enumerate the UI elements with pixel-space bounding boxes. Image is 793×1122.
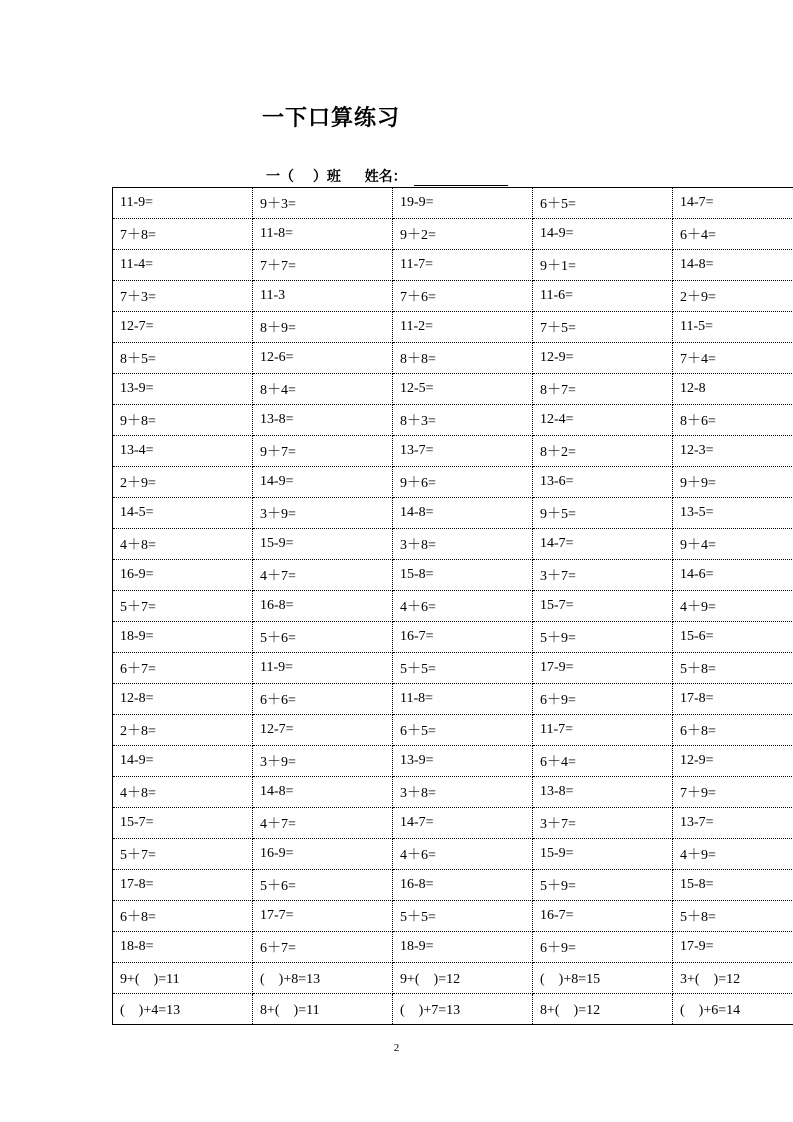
exercise-cell: 4＋8= (113, 777, 253, 808)
exercise-cell: 8＋4= (253, 374, 393, 405)
name-label: 姓名： (364, 169, 407, 185)
exercise-cell: 8＋3= (393, 405, 533, 436)
exercise-cell: 3＋7= (533, 808, 673, 839)
exercise-row (113, 405, 793, 436)
exercise-cell: 12-8 (673, 374, 793, 405)
exercise-row (113, 684, 793, 715)
exercise-cell: ( )+8=13 (253, 963, 393, 994)
exercise-cell: 14-8= (253, 777, 393, 808)
exercise-cell: 11-5= (673, 312, 793, 343)
exercise-cell: 9+( )=11 (113, 963, 253, 994)
exercise-cell: 3＋8= (393, 529, 533, 560)
exercise-cell: 2＋9= (113, 467, 253, 498)
exercise-cell: 3＋9= (253, 746, 393, 777)
exercise-cell: 4＋7= (253, 560, 393, 591)
exercise-cell: ( )+4=13 (113, 994, 253, 1025)
exercise-row (113, 219, 793, 250)
exercise-row (113, 560, 793, 591)
exercise-cell: 13-7= (393, 436, 533, 467)
exercise-row (113, 994, 793, 1025)
exercise-cell: 9+( )=12 (393, 963, 533, 994)
exercise-cell: 13-8= (253, 405, 393, 436)
exercise-cell: 6＋9= (533, 932, 673, 963)
exercise-cell: 6＋5= (393, 715, 533, 746)
exercise-cell: 7＋9= (673, 777, 793, 808)
exercise-cell: 13-4= (113, 436, 253, 467)
exercise-row (113, 343, 793, 374)
exercise-cell: 16-7= (533, 901, 673, 932)
exercise-row (113, 498, 793, 529)
page-number: 2 (393, 1042, 400, 1054)
exercise-cell: 13-7= (673, 808, 793, 839)
exercise-cell: 9＋7= (253, 436, 393, 467)
exercise-cell: 6＋7= (253, 932, 393, 963)
exercise-cell: 6＋9= (533, 684, 673, 715)
exercise-cell: 3＋7= (533, 560, 673, 591)
exercise-cell: 16-9= (253, 839, 393, 870)
exercise-cell: 9＋4= (673, 529, 793, 560)
exercise-cell: 15-8= (673, 870, 793, 901)
exercise-cell: 6＋5= (533, 188, 673, 219)
exercise-cell: 14-9= (253, 467, 393, 498)
exercise-cell: 12-4= (533, 405, 673, 436)
exercise-cell: 9＋2= (393, 219, 533, 250)
exercise-cell: 4＋8= (113, 529, 253, 560)
exercise-cell: 12-9= (673, 746, 793, 777)
exercise-cell: 11-2= (393, 312, 533, 343)
exercise-row (113, 250, 793, 281)
exercise-cell: 13-9= (113, 374, 253, 405)
exercise-cell: 12-7= (253, 715, 393, 746)
exercise-cell: 9＋5= (533, 498, 673, 529)
exercise-row (113, 529, 793, 560)
exercise-cell: 16-8= (253, 591, 393, 622)
exercise-cell: 16-9= (113, 560, 253, 591)
exercise-cell: 15-9= (533, 839, 673, 870)
exercise-cell: 8＋5= (113, 343, 253, 374)
exercise-row (113, 777, 793, 808)
exercise-cell: 13-9= (393, 746, 533, 777)
exercise-row (113, 591, 793, 622)
exercise-cell: 8+( )=11 (253, 994, 393, 1025)
exercise-cell: 5＋7= (113, 839, 253, 870)
exercise-cell: 14-8= (393, 498, 533, 529)
exercise-cell: 3＋8= (393, 777, 533, 808)
exercise-cell: 11-6= (533, 281, 673, 312)
exercise-cell: 14-7= (533, 529, 673, 560)
exercise-cell: 8＋9= (253, 312, 393, 343)
exercise-row (113, 653, 793, 684)
exercise-row (113, 622, 793, 653)
exercise-row (113, 436, 793, 467)
arithmetic-exercise-table (112, 187, 793, 1025)
exercise-cell: 12-3= (673, 436, 793, 467)
exercise-cell: 11-3 (253, 281, 393, 312)
exercise-cell: 14-8= (673, 250, 793, 281)
exercise-cell: 14-7= (393, 808, 533, 839)
exercise-cell: 14-9= (113, 746, 253, 777)
exercise-cell: 14-7= (673, 188, 793, 219)
exercise-cell: 12-8= (113, 684, 253, 715)
exercise-cell: 12-6= (253, 343, 393, 374)
exercise-row (113, 281, 793, 312)
exercise-cell: 8+( )=12 (533, 994, 673, 1025)
exercise-cell: 11-7= (393, 250, 533, 281)
exercise-row (113, 808, 793, 839)
exercise-cell: 15-6= (673, 622, 793, 653)
exercise-row (113, 312, 793, 343)
exercise-cell: 4＋9= (673, 591, 793, 622)
exercise-cell: 7＋4= (673, 343, 793, 374)
exercise-row (113, 932, 793, 963)
page-title: 一下口算练习 (262, 106, 401, 131)
exercise-cell: 17-9= (673, 932, 793, 963)
name-blank-line (414, 171, 508, 186)
exercise-cell: 11-4= (113, 250, 253, 281)
exercise-cell: 15-7= (113, 808, 253, 839)
exercise-row (113, 746, 793, 777)
exercise-cell: 18-9= (113, 622, 253, 653)
exercise-cell: 18-9= (393, 932, 533, 963)
exercise-cell: 17-7= (253, 901, 393, 932)
exercise-cell: 7＋8= (113, 219, 253, 250)
exercise-cell: ( )+7=13 (393, 994, 533, 1025)
student-info-line (266, 166, 508, 186)
exercise-row (113, 374, 793, 405)
exercise-cell: 11-8= (253, 219, 393, 250)
exercise-cell: 5＋8= (673, 653, 793, 684)
exercise-cell: 9＋1= (533, 250, 673, 281)
exercise-cell: 9＋9= (673, 467, 793, 498)
exercise-cell: 6＋8= (673, 715, 793, 746)
exercise-cell: 14-9= (533, 219, 673, 250)
exercise-cell: 13-6= (533, 467, 673, 498)
exercise-cell: 15-9= (253, 529, 393, 560)
exercise-cell: 5＋5= (393, 901, 533, 932)
exercise-cell: 5＋9= (533, 870, 673, 901)
exercise-cell: 14-5= (113, 498, 253, 529)
exercise-cell: ( )+8=15 (533, 963, 673, 994)
exercise-row (113, 715, 793, 746)
exercise-cell: 6＋6= (253, 684, 393, 715)
exercise-cell: 7＋7= (253, 250, 393, 281)
exercise-cell: 17-9= (533, 653, 673, 684)
exercise-cell: 8＋7= (533, 374, 673, 405)
exercise-cell: 11-9= (113, 188, 253, 219)
exercise-cell: 4＋6= (393, 839, 533, 870)
exercise-cell: 4＋6= (393, 591, 533, 622)
exercise-cell: 12-9= (533, 343, 673, 374)
exercise-cell: 19-9= (393, 188, 533, 219)
exercise-cell: 6＋8= (113, 901, 253, 932)
exercise-cell: 6＋7= (113, 653, 253, 684)
exercise-cell: 7＋5= (533, 312, 673, 343)
exercise-cell: 13-8= (533, 777, 673, 808)
exercise-cell: 5＋7= (113, 591, 253, 622)
exercise-cell: 4＋9= (673, 839, 793, 870)
exercise-cell: 17-8= (673, 684, 793, 715)
exercise-cell: 16-8= (393, 870, 533, 901)
exercise-cell: ( )+6=14 (673, 994, 793, 1025)
exercise-cell: 2＋9= (673, 281, 793, 312)
exercise-cell: 5＋8= (673, 901, 793, 932)
exercise-cell: 16-7= (393, 622, 533, 653)
exercise-row (113, 870, 793, 901)
exercise-cell: 15-7= (533, 591, 673, 622)
exercise-cell: 14-6= (673, 560, 793, 591)
exercise-cell: 2＋8= (113, 715, 253, 746)
exercise-cell: 12-5= (393, 374, 533, 405)
exercise-cell: 6＋4= (673, 219, 793, 250)
exercise-cell: 11-9= (253, 653, 393, 684)
exercise-cell: 5＋6= (253, 622, 393, 653)
exercise-cell: 3+( )=12 (673, 963, 793, 994)
exercise-cell: 5＋6= (253, 870, 393, 901)
exercise-cell: 9＋3= (253, 188, 393, 219)
exercise-cell: 5＋9= (533, 622, 673, 653)
exercise-cell: 6＋4= (533, 746, 673, 777)
exercise-cell: 3＋9= (253, 498, 393, 529)
exercise-row (113, 467, 793, 498)
exercise-cell: 17-8= (113, 870, 253, 901)
exercise-cell: 5＋5= (393, 653, 533, 684)
exercise-cell: 9＋8= (113, 405, 253, 436)
exercise-row (113, 839, 793, 870)
exercise-cell: 7＋6= (393, 281, 533, 312)
exercise-cell: 8＋8= (393, 343, 533, 374)
exercise-cell: 12-7= (113, 312, 253, 343)
exercise-cell: 13-5= (673, 498, 793, 529)
exercise-cell: 8＋2= (533, 436, 673, 467)
exercise-cell: 7＋3= (113, 281, 253, 312)
exercise-cell: 11-7= (533, 715, 673, 746)
class-label: 一（ ）班 (266, 169, 341, 185)
exercise-row (113, 963, 793, 994)
exercise-cell: 15-8= (393, 560, 533, 591)
exercise-cell: 9＋6= (393, 467, 533, 498)
exercise-cell: 4＋7= (253, 808, 393, 839)
exercise-cell: 18-8= (113, 932, 253, 963)
exercise-row (113, 901, 793, 932)
exercise-row (113, 188, 793, 219)
exercise-cell: 11-8= (393, 684, 533, 715)
exercise-cell: 8＋6= (673, 405, 793, 436)
